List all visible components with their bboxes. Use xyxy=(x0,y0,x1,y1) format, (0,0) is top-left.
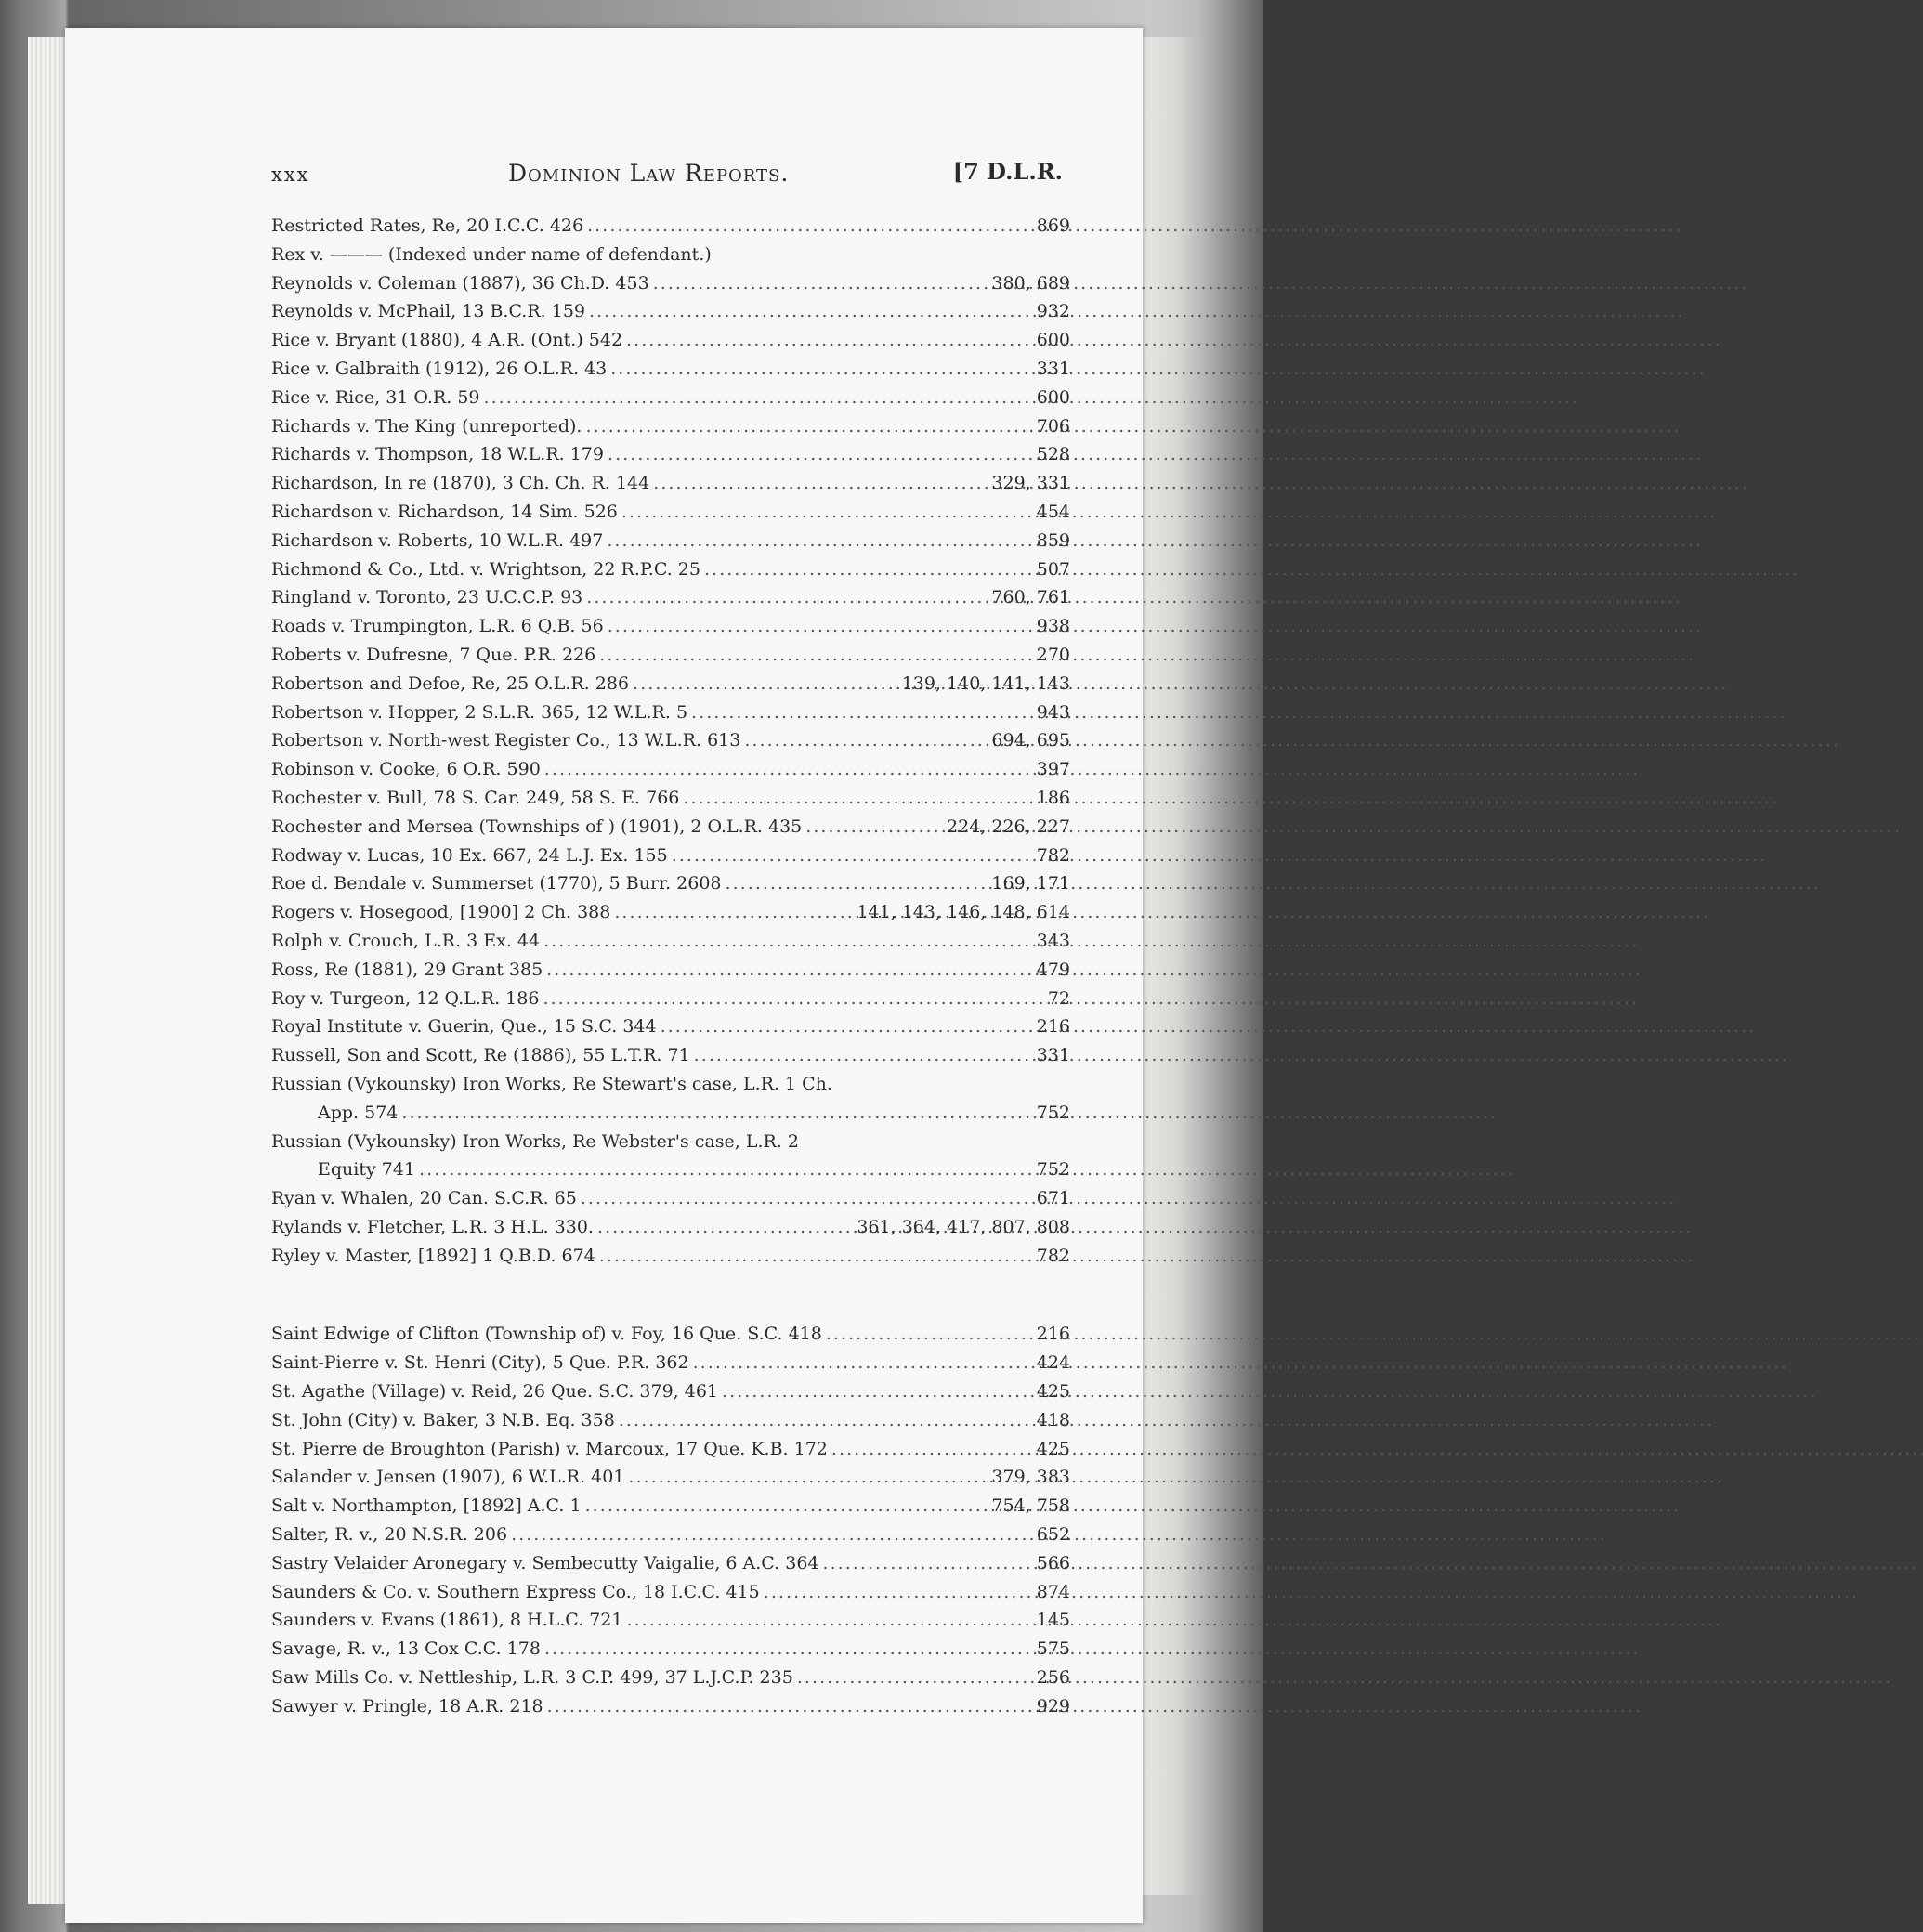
index-entry xyxy=(271,813,1070,842)
leader-dots xyxy=(587,212,1033,241)
leader-dots xyxy=(653,269,988,298)
page-references: 782 xyxy=(1036,1245,1070,1266)
index-entry xyxy=(271,726,1070,755)
index-entry xyxy=(271,698,1070,727)
case-citation: Saw Mills Co. v. Nettleship, L.R. 3 C.P. 499, 37 L.J.C.P. 235 xyxy=(271,1667,793,1689)
index-entry xyxy=(271,898,1070,927)
index-entry xyxy=(271,612,1070,641)
index-entry xyxy=(271,1349,1070,1377)
index-entry xyxy=(271,269,1070,298)
case-citation: Richards v. The King (unreported). xyxy=(271,415,582,437)
page-references: 425 xyxy=(1036,1381,1070,1403)
leader-dots xyxy=(704,555,1033,584)
page-references: 566 xyxy=(1036,1552,1070,1573)
index-entry xyxy=(271,755,1070,784)
case-citation: Ringland v. Toronto, 23 U.C.C.P. 93 xyxy=(271,587,583,608)
index-entry xyxy=(271,212,1070,241)
case-citation: Restricted Rates, Re, 20 I.C.C. 426 xyxy=(271,215,584,236)
page-references: 145 xyxy=(1036,1610,1070,1631)
leader-dots xyxy=(764,1578,1033,1607)
page-references: 874 xyxy=(1036,1581,1070,1602)
leader-dots xyxy=(585,412,1032,441)
case-citation: Rochester and Mersea (Townships of ) (1901), 2 O.L.R. 435 xyxy=(271,816,803,837)
index-section-r-wrapped xyxy=(271,1070,1070,1184)
page-references: 859 xyxy=(1036,529,1070,551)
page-references: 424 xyxy=(1036,1352,1070,1374)
index-section-r-tail xyxy=(271,1184,1070,1270)
leader-dots xyxy=(744,726,988,755)
case-citation: Reynolds v. McPhail, 13 B.C.R. 159 xyxy=(271,301,585,322)
leader-dots xyxy=(672,842,1033,870)
case-citation: Rice v. Rice, 31 O.R. 59 xyxy=(271,386,480,408)
page-references: 216 xyxy=(1036,1016,1070,1038)
index-entry xyxy=(271,1435,1070,1464)
index-entry xyxy=(271,1320,1070,1349)
page-number: xxx xyxy=(271,163,310,186)
case-citation: Rex v. ——— (Indexed under name of defendant.) xyxy=(271,243,712,265)
page-references: 380, 689 xyxy=(991,272,1070,294)
leader-dots xyxy=(546,956,1033,985)
index-entry xyxy=(271,1070,1070,1099)
leader-dots xyxy=(694,1041,1033,1070)
page-references: 760, 761 xyxy=(991,587,1070,608)
case-citation: Richardson, In re (1870), 3 Ch. Ch. R. 144 xyxy=(271,473,650,494)
index-entry xyxy=(271,583,1070,612)
index-entry xyxy=(271,241,1070,269)
running-header xyxy=(206,156,1063,193)
index-entry xyxy=(271,1377,1070,1406)
case-citation: Russian (Vykounsky) Iron Works, Re Stewart's case, L.R. 1 Ch. xyxy=(271,1073,832,1094)
index-entry xyxy=(271,1463,1070,1492)
leader-dots xyxy=(726,869,988,898)
case-citation: Ross, Re (1881), 29 Grant 385 xyxy=(271,959,543,980)
leader-dots xyxy=(683,784,1032,813)
index-entry xyxy=(271,1128,1070,1156)
index-entry xyxy=(271,355,1070,384)
case-citation: Rodway v. Lucas, 10 Ex. 667, 24 L.J. Ex. 155 xyxy=(271,844,668,866)
case-citation: Salander v. Jensen (1907), 6 W.L.R. 401 xyxy=(271,1467,625,1488)
case-citation: St. Agathe (Village) v. Reid, 26 Que. S.C. 379, 461 xyxy=(271,1381,719,1403)
page-references: 782 xyxy=(1036,844,1070,866)
leader-dots xyxy=(597,1213,853,1242)
index-entry xyxy=(271,498,1070,527)
index-entry xyxy=(271,384,1070,412)
leader-dots xyxy=(693,1349,1033,1377)
page-references: 754, 758 xyxy=(991,1495,1070,1517)
page-references: 929 xyxy=(1036,1695,1070,1717)
leader-dots xyxy=(607,527,1032,555)
page-references: 169, 171 xyxy=(991,873,1070,894)
index-entry xyxy=(271,297,1070,326)
case-citation: St. Pierre de Broughton (Parish) v. Marcoux, 17 Que. K.B. 172 xyxy=(271,1438,828,1459)
index-entry xyxy=(271,1521,1070,1549)
book-page-edges xyxy=(28,37,67,1904)
index-entry xyxy=(271,1549,1070,1578)
page-references: 256 xyxy=(1036,1667,1070,1689)
page-references: 752 xyxy=(1036,1159,1070,1181)
case-citation: Rochester v. Bull, 78 S. Car. 249, 58 S. E. 766 xyxy=(271,787,680,808)
page-references: 479 xyxy=(1036,959,1070,980)
index-entry xyxy=(271,1213,1070,1242)
page-references: 706 xyxy=(1036,415,1070,437)
case-index xyxy=(271,212,1070,1721)
page-references: 752 xyxy=(1036,1102,1070,1123)
case-citation: Saint-Pierre v. St. Henri (City), 5 Que. P.R. 362 xyxy=(271,1352,689,1374)
page-references: 932 xyxy=(1036,301,1070,322)
page-references: 869 xyxy=(1036,215,1070,236)
index-entry xyxy=(271,670,1070,698)
index-entry xyxy=(271,784,1070,813)
leader-dots xyxy=(484,384,1033,412)
index-entry xyxy=(271,869,1070,898)
page-references: 72 xyxy=(1047,987,1070,1009)
leader-dots xyxy=(581,1184,1033,1213)
index-entry xyxy=(271,1606,1070,1635)
case-citation: Royal Institute v. Guerin, Que., 15 S.C. 344 xyxy=(271,1016,657,1038)
page-references: 425 xyxy=(1036,1438,1070,1459)
case-citation-continued: App. 574 xyxy=(318,1102,399,1123)
index-entry xyxy=(271,412,1070,441)
case-citation-continued: Equity 741 xyxy=(318,1159,416,1181)
case-citation: Richardson v. Richardson, 14 Sim. 526 xyxy=(271,501,618,522)
index-entry xyxy=(271,641,1070,670)
leader-dots xyxy=(589,297,1033,326)
index-entry xyxy=(271,1242,1070,1271)
leader-dots xyxy=(619,1406,1033,1435)
leader-dots xyxy=(628,1463,988,1492)
index-section-r xyxy=(271,212,1070,1070)
index-entry xyxy=(271,555,1070,584)
case-citation: Sawyer v. Pringle, 18 A.R. 218 xyxy=(271,1695,543,1717)
leader-dots xyxy=(831,1435,1033,1464)
page-references: 671 xyxy=(1036,1188,1070,1209)
page-title: Dominion Law Reports. xyxy=(508,160,790,187)
page-references: 528 xyxy=(1036,444,1070,465)
index-entry xyxy=(271,1406,1070,1435)
index-entry-continuation xyxy=(271,1155,1070,1184)
leader-dots xyxy=(722,1377,1033,1406)
leader-dots xyxy=(805,813,943,842)
case-citation: Saunders v. Evans (1861), 8 H.L.C. 721 xyxy=(271,1610,623,1631)
page-references: 600 xyxy=(1036,330,1070,351)
index-entry xyxy=(271,842,1070,870)
case-citation: Robertson and Defoe, Re, 25 O.L.R. 286 xyxy=(271,672,630,694)
page-references: 186 xyxy=(1036,787,1070,808)
page-references: 694, 695 xyxy=(991,730,1070,751)
case-citation: Richmond & Co., Ltd. v. Wrightson, 22 R.P.C. 25 xyxy=(271,558,700,580)
case-citation: Saint Edwige of Clifton (Township of) v. Foy, 16 Que. S.C. 418 xyxy=(271,1324,822,1345)
case-citation: Rice v. Galbraith (1912), 26 O.L.R. 43 xyxy=(271,358,608,379)
leader-dots xyxy=(511,1521,1033,1549)
page-references: 600 xyxy=(1036,386,1070,408)
section-gap xyxy=(271,1270,1070,1320)
leader-dots xyxy=(621,498,1033,527)
case-citation: Robertson v. North-west Register Co., 13 W.L.R. 613 xyxy=(271,730,741,751)
leader-dots xyxy=(543,985,1043,1013)
page-references: 139, 140, 141, 143 xyxy=(901,672,1070,694)
index-entry xyxy=(271,469,1070,498)
case-citation: Russian (Vykounsky) Iron Works, Re Webster's case, L.R. 2 xyxy=(271,1130,799,1152)
case-citation: Richards v. Thompson, 18 W.L.R. 179 xyxy=(271,444,604,465)
case-citation: Salt v. Northampton, [1892] A.C. 1 xyxy=(271,1495,582,1517)
page-references: 216 xyxy=(1036,1324,1070,1345)
case-citation: Robinson v. Cooke, 6 O.R. 590 xyxy=(271,759,541,780)
leader-dots xyxy=(653,469,988,498)
index-entry xyxy=(271,1012,1070,1041)
leader-dots xyxy=(614,898,853,927)
index-entry xyxy=(271,440,1070,469)
page-references: 331 xyxy=(1036,1045,1070,1066)
case-citation: Roads v. Trumpington, L.R. 6 Q.B. 56 xyxy=(271,616,604,637)
page-references: 343 xyxy=(1036,930,1070,951)
case-citation: Russell, Son and Scott, Re (1886), 55 L.T.R. 71 xyxy=(271,1045,690,1066)
page-references: 270 xyxy=(1036,644,1070,665)
leader-dots xyxy=(626,1606,1032,1635)
index-entry xyxy=(271,1664,1070,1692)
index-entry xyxy=(271,1184,1070,1213)
leader-dots xyxy=(544,755,1033,784)
page-references: 141, 143, 146, 148, 614 xyxy=(857,902,1070,923)
index-entry xyxy=(271,1492,1070,1521)
case-citation: Reynolds v. Coleman (1887), 36 Ch.D. 453 xyxy=(271,272,649,294)
case-citation: Robertson v. Hopper, 2 S.L.R. 365, 12 W.L.R. 5 xyxy=(271,701,688,723)
page-references: 379, 383 xyxy=(991,1467,1070,1488)
index-section-s xyxy=(271,1320,1070,1720)
index-entry xyxy=(271,927,1070,956)
leader-dots xyxy=(401,1099,1032,1128)
index-entry xyxy=(271,1635,1070,1664)
case-citation: Richardson v. Roberts, 10 W.L.R. 497 xyxy=(271,529,604,551)
leader-dots xyxy=(661,1012,1033,1041)
leader-dots xyxy=(599,641,1032,670)
case-citation: Rylands v. Fletcher, L.R. 3 H.L. 330. xyxy=(271,1216,594,1237)
case-citation: Sastry Velaider Aronegary v. Sembecutty Vaigalie, 6 A.C. 364 xyxy=(271,1552,819,1573)
page-references: 331 xyxy=(1036,358,1070,379)
leader-dots xyxy=(797,1664,1033,1692)
page-references: 397 xyxy=(1036,759,1070,780)
case-citation: Rice v. Bryant (1880), 4 A.R. (Ont.) 542 xyxy=(271,330,623,351)
case-citation: St. John (City) v. Baker, 3 N.B. Eq. 358 xyxy=(271,1409,615,1430)
index-entry xyxy=(271,1692,1070,1721)
case-citation: Roberts v. Dufresne, 7 Que. P.R. 226 xyxy=(271,644,596,665)
index-entry xyxy=(271,1041,1070,1070)
page-references: 418 xyxy=(1036,1409,1070,1430)
leader-dots xyxy=(419,1155,1033,1184)
index-entry xyxy=(271,956,1070,985)
leader-dots xyxy=(585,1492,988,1521)
page-references: 361, 364, 417, 807, 808 xyxy=(857,1216,1070,1237)
leader-dots xyxy=(823,1549,1033,1578)
index-entry-continuation xyxy=(271,1099,1070,1128)
case-citation: Ryley v. Master, [1892] 1 Q.B.D. 674 xyxy=(271,1245,595,1266)
page-references: 938 xyxy=(1036,616,1070,637)
case-citation: Rolph v. Crouch, L.R. 3 Ex. 44 xyxy=(271,930,541,951)
case-citation: Rogers v. Hosegood, [1900] 2 Ch. 388 xyxy=(271,902,611,923)
leader-dots xyxy=(608,612,1033,641)
index-entry xyxy=(271,1578,1070,1607)
leader-dots xyxy=(599,1242,1033,1271)
volume-label: [7 D.L.R. xyxy=(952,158,1063,185)
leader-dots xyxy=(633,670,898,698)
leader-dots xyxy=(826,1320,1033,1349)
page-references: 943 xyxy=(1036,701,1070,723)
case-citation: Ryan v. Whalen, 20 Can. S.C.R. 65 xyxy=(271,1188,577,1209)
case-citation: Savage, R. v., 13 Cox C.C. 178 xyxy=(271,1638,541,1660)
index-entry xyxy=(271,985,1070,1013)
index-entry xyxy=(271,527,1070,555)
leader-dots xyxy=(586,583,988,612)
page-references: 224, 226, 227 xyxy=(947,816,1070,837)
leader-dots xyxy=(543,927,1033,956)
leader-dots xyxy=(608,440,1033,469)
page-references: 507 xyxy=(1036,558,1070,580)
case-citation: Roy v. Turgeon, 12 Q.L.R. 186 xyxy=(271,987,540,1009)
page-references: 329, 331 xyxy=(991,473,1070,494)
leader-dots xyxy=(547,1692,1033,1721)
case-citation: Salter, R. v., 20 N.S.R. 206 xyxy=(271,1524,508,1546)
leader-dots xyxy=(691,698,1033,727)
leader-dots xyxy=(610,355,1033,384)
page-references: 652 xyxy=(1036,1524,1070,1546)
leader-dots xyxy=(626,326,1033,355)
page-references: 454 xyxy=(1036,501,1070,522)
case-citation: Saunders & Co. v. Southern Express Co., 18 I.C.C. 415 xyxy=(271,1581,760,1602)
leader-dots xyxy=(544,1635,1033,1664)
case-citation: Roe d. Bendale v. Summerset (1770), 5 Burr. 2608 xyxy=(271,873,722,894)
index-entry xyxy=(271,326,1070,355)
page-references: 575 xyxy=(1036,1638,1070,1660)
